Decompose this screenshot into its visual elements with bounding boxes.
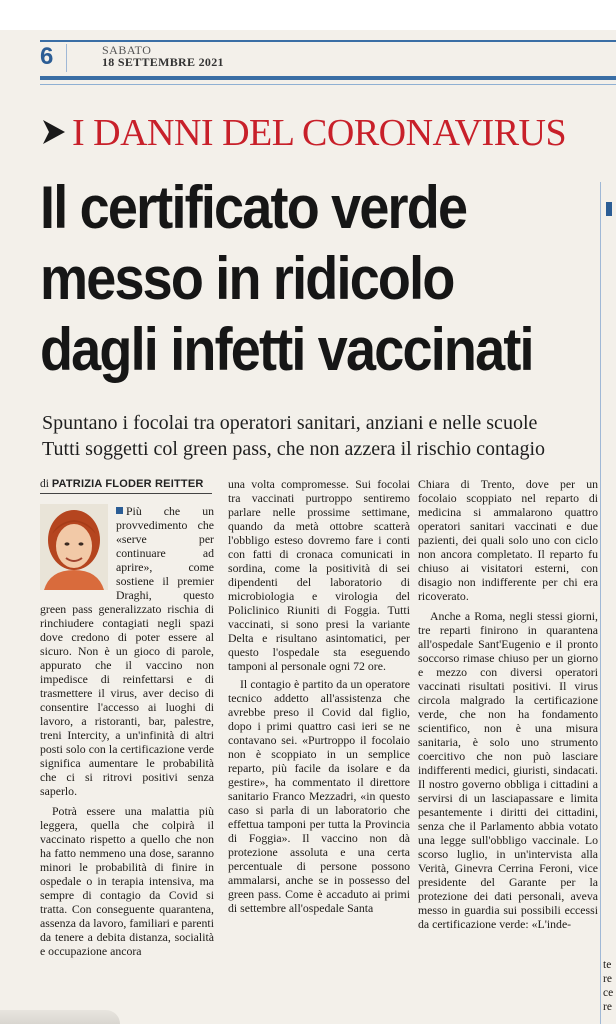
article-col1-paragraph-2: Potrà essere una malattia più leggera, quella che colpirà il vaccinato rispetto a quello che non ha fatto nemmeno una dose, saranno minori le probabilità di finire in ospedale o in terapia intensiva, ma sempre di contagio da Covid si tratta. Con conseguente quarantena, assenza da lavoro, familiari e parenti da tenere a debita distanza, socialità e occupazione ancora	[40, 804, 214, 958]
header-thick-rule	[40, 76, 616, 80]
adjacent-fragment-line-1: te	[603, 959, 612, 971]
page-corner-shadow	[0, 1010, 120, 1024]
header-thin-rule	[40, 84, 616, 85]
page-number: 6	[40, 43, 54, 70]
header-divider	[66, 44, 67, 72]
headline-line-3: dagli infetti vaccinati	[40, 316, 533, 383]
subheadline-line-1: Spuntano i focolai tra operatori sanitari, anziani e nelle scuole	[42, 412, 538, 434]
subheadline	[42, 410, 616, 462]
screen-top-bar	[0, 0, 616, 30]
byline	[40, 478, 204, 490]
article-col3-paragraph-2: Anche a Roma, negli stessi giorni, tre reparti finirono in quarantena all'ospedale Sant'Eugenio e il pronto soccorso rimase chiuso per un giorno e mezzo con diversi operatori vaccinati risultati positivi. Il virus circola malgrado la certificazione verde, che non ha fondamento scientifico, non è una misura sanitaria, è solo uno strumento coercitivo che non può lasciare indifferenti medici, giuristi, sindacati. Il nostro governo obbliga i cittadini a servirsi di un lasciapassare e limita pesantemente i diritti dei cittadini, senza che il Parlamento abbia votato una legge sull'obbligo vaccinale. Lo scorso luglio, in un'intervista alla Verità, Ginevra Cerrina Feroni, vice presidente del Garante per la protezione dei dati personali, aveva messo in guardia sui possibili eccessi da certificazione verde: «L'inde-	[418, 609, 598, 931]
header-rule	[40, 40, 616, 42]
lead-square-icon	[116, 507, 123, 514]
article-column-2	[228, 477, 410, 915]
headline-line-2: messo in ridicolo	[40, 245, 454, 312]
byline-rule	[40, 493, 212, 494]
article-col2-paragraph-2: Il contagio è partito da un operatore tecnico addetto all'assistenza che avrebbe preso il Covid dal figlio, dopo i primi quattro casi ieri se ne contavano sei. «Purtroppo il focolaio non è scoppiato in un semplice reparto, più facile da isolare e da gestire», ha commentato il direttore sanitario Franco Mezzadri, «in questo caso si parla di un laboratorio che effettua tamponi per tutta la Provincia di Foggia». Il vaccino non dà protezione assoluta e una certa percentuale di persone possono ammalarsi, anche se in possesso del green pass. Come è accaduto ai primi di settembre all'ospedale Santa	[228, 677, 410, 915]
byline-prefix: di	[40, 478, 49, 490]
article-col3-paragraph-1: Chiara di Trento, dove per un focolaio scoppiato nel reparto di medicina si ammalarono quattro operatori sanitari vaccinati e due pazienti, dei quali solo uno con ciclo non ancora completato. Il reparto fu chiuso ai visitatori esterni, con disagio non indifferente per chi era ricoverato.	[418, 477, 598, 603]
adjacent-article-edge	[600, 182, 616, 1024]
article-column-1	[40, 504, 214, 958]
kicker-arrow-icon	[40, 118, 68, 146]
headline-line-1: Il certificato verde	[40, 174, 467, 241]
header-weekday: SABATO	[102, 43, 152, 57]
subheadline-line-2: Tutti soggetti col green pass, che non azzera il rischio contagio	[42, 438, 546, 460]
adjacent-article-fragment	[603, 958, 613, 1014]
author-photo	[40, 504, 108, 590]
adjacent-fragment-line-2: re	[603, 973, 612, 985]
section-kicker: I DANNI DEL CORONAVIRUS	[72, 112, 567, 154]
adjacent-fragment-line-4: re	[603, 1001, 612, 1013]
article-column-3	[418, 477, 598, 931]
adjacent-fragment-line-3: ce	[603, 987, 614, 999]
header-date: 18 SETTEMBRE 2021	[102, 55, 224, 69]
headline	[40, 172, 571, 385]
article-col1-paragraph-1: Più che un provvedimento che «serve per continuare ad aprire», come sostiene il premier Draghi, questo green pass generalizzato rischia di rinchiudere contagiati negli spazi dove credono di poter essere al sicuro. Non è un gioco di parole, appurato che il vaccino non impedisce di reinfettarsi e di trasmettere il virus, aver deciso di consentire l'accesso ai luoghi di lavoro, a ristoranti, bar, palestre, treni Intercity, a un'infinità di altri posti solo con la certificazione verde significa aumentare le probabilità che ci si ritrovi positivi senza saperlo.	[40, 504, 214, 798]
article-col2-paragraph-1: una volta compromesse. Sui focolai tra vaccinati purtroppo sentiremo parlare nelle prossime settimane, quando da metà ottobre scatterà l'obbligo esteso dovremo fare i conti con fatti di cronaca comunicati in sordina, come la positività di sei dipendenti del laboratorio di microbiologia e virologia del Policlinico Riuniti di Foggia. Tutti vaccinati, si sono presi la variante Delta e risultano asintomatici, per questo l'ospedale sta eseguendo tamponi al personale ogni 72 ore.	[228, 477, 410, 673]
adjacent-article-marker	[606, 202, 612, 216]
byline-author: PATRIZIA FLODER REITTER	[51, 478, 204, 490]
